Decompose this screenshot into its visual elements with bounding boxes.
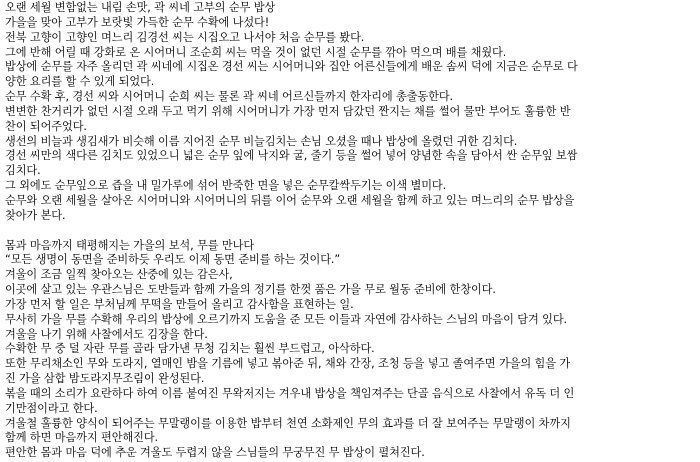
section-sunmu-title: 오랜 세월 변함없는 내림 손맛, 곽 씨네 고부의 순무 밥상 <box>5 1 276 14</box>
paragraph-line: 찬이 되어주었다. <box>5 119 87 133</box>
paragraph-line: 그 외에도 순무잎으로 즙을 내 밀가루에 섞어 반죽한 면을 넣은 순무칼싹두기는 이색 별미다. <box>5 179 447 193</box>
section-mu-title: 몸과 마음까지 태평해지는 가을의 보석, 무를 만나다 <box>5 238 255 252</box>
paragraph-line: 그에 반해 어릴 때 강화로 온 시어머니 조순희 씨는 먹을 것이 없던 시절 순무를 깎아 먹으며 배를 채웠다. <box>5 45 507 59</box>
paragraph-line: 볶을 때의 소리가 요란하다 하여 이름 붙여진 무왁저지는 겨우내 밥상을 책임져주는 단골 음식으로 사찰에서 유독 더 인 <box>5 386 575 400</box>
paragraph-line: 찾아가 본다. <box>5 208 66 222</box>
section-spacer <box>5 224 694 239</box>
paragraph-line: 전북 고향이 고향인 며느리 김경선 씨는 시집오고 나서야 처음 순무를 봤다. <box>5 30 365 44</box>
paragraph-line: 진 가을 삼합 밤도라지무조림이 완성된다. <box>5 372 205 386</box>
paragraph-line: 편안한 몸과 마음 덕에 추운 겨울도 두렵지 않을 스님들의 무궁무진 무 밥상이 펼쳐진다. <box>5 446 425 460</box>
paragraph-line: 가장 먼저 할 일은 부처님께 무떡을 만들어 올리고 감사함을 표현하는 일. <box>5 297 354 311</box>
paragraph-line: 또한 무리채소인 무와 도라지, 열매인 밤을 기름에 넣고 볶아준 뒤, 채와 간장, 조청 등을 넣고 졸여주면 가을의 힘을 가 <box>5 357 571 371</box>
paragraph-line: 순무와 오랜 세월을 살아온 시어머니와 시어머니의 뒤를 이어 순무와 오랜 세월을 함께 하고 있는 며느리의 순무 밥상을 <box>5 193 575 207</box>
paragraph-line: 기만점이라고 한다. <box>5 401 98 415</box>
paragraph-line: 변변한 찬거리가 없던 시절 오래 두고 먹기 위해 시어머니가 가장 먼저 담갔던 짠지는 채를 썰어 물만 부어도 훌륭한 반 <box>5 104 571 118</box>
paragraph-line: 함께 하면 마음까지 편안해진다. <box>5 431 159 445</box>
section-sunmu <box>5 1 694 224</box>
paragraph-line: 겨울이 조금 일찍 찾아오는 산중에 있는 감은사, <box>5 268 233 282</box>
paragraph-line: 무사히 가을 무를 수확해 우리의 밥상에 오르기까지 도움을 준 모든 이들과 자연에 감사하는 스님의 마음이 담겨 있다. <box>5 312 567 326</box>
paragraph-line: 김치다. <box>5 164 41 178</box>
paragraph-line: 수확한 무 중 덜 자란 무를 골라 담가낸 무청 김치는 훨씬 부드럽고, 아삭하다. <box>5 342 375 356</box>
paragraph-line: 밥상에 순무를 자주 올리던 곽 씨네에 시집온 경선 씨는 시어머니와 집안 어른신들에게 배운 솜씨 덕에 지금은 순무로 다 <box>5 60 578 74</box>
paragraph-line: 이곳에 살고 있는 우관스님은 도반들과 함께 가을의 정기를 한껏 품은 가을 무로 월동 준비에 한창이다. <box>5 283 496 297</box>
paragraph-line: 양한 요리를 할 수 있게 되었다. <box>5 75 155 89</box>
section-mu <box>5 239 694 462</box>
paragraph-line: 가을을 맞아 고부가 보랏빛 가득한 순무 수확에 나섰다! <box>5 15 270 29</box>
paragraph-line: 생선의 비늘과 생김새가 비슷해 이름 지어진 순무 비늘김치는 손님 오셨을 때나 밥상에 올렸던 귀한 김치다. <box>5 134 518 148</box>
paragraph-line: 겨울철 훌륭한 양식이 되어주는 무말랭이를 이용한 밥부터 천연 소화제인 무의 효과를 더 잘 보여주는 무말랭이 차까지 <box>5 416 571 430</box>
paragraph-line: 경선 씨만의 색다른 김치도 있었으니 넓은 순무 잎에 낙지와 굴, 줄기 등을 썰어 넣어 양념한 속을 담아서 싼 순무잎 보쌈 <box>5 149 578 163</box>
quote-line: “모든 생명이 동면을 준비하듯 우리도 이제 동면 준비를 하는 것이다.” <box>5 253 341 267</box>
paragraph-line: 순무 수확 후, 경선 씨와 시어머니 순희 씨는 물론 곽 씨네 어르신들까지 한자리에 총출동한다. <box>5 90 454 104</box>
paragraph-line: 겨울을 나기 위해 사찰에서도 김장을 한다. <box>5 327 208 341</box>
